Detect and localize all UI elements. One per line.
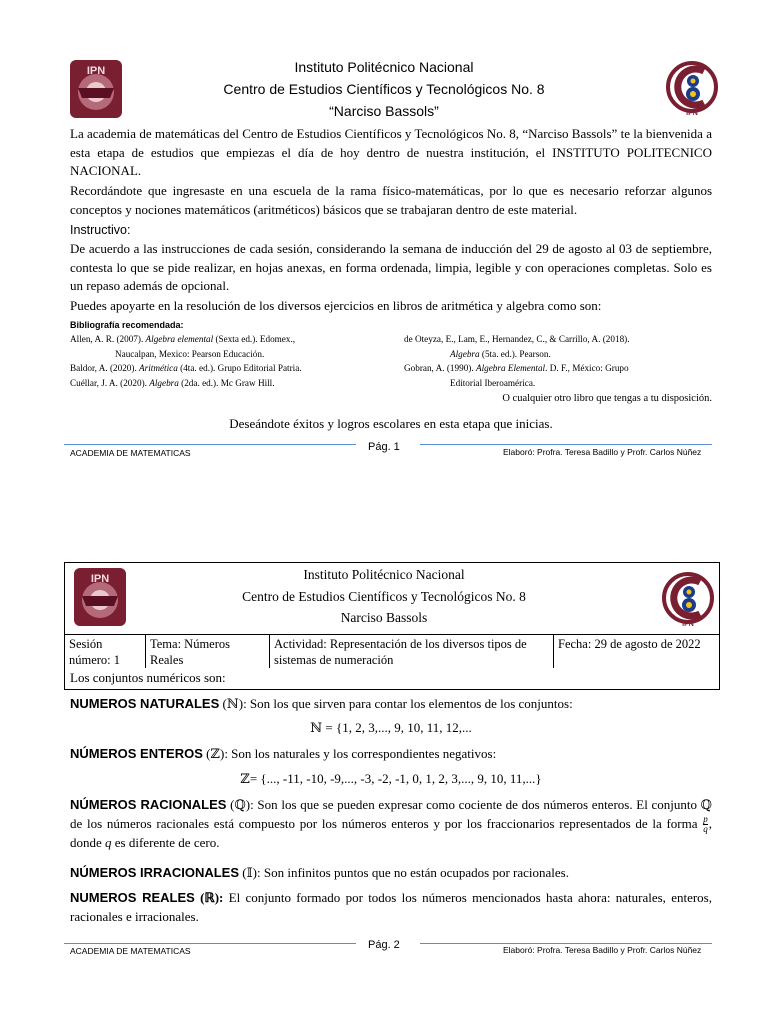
intro-paragraph-2: Recordándote que ingresaste en una escuela de la rama físico-matemáticas, por lo que es necesario reforzar algunos conceptos y nociones matemáticos (aritméticos) básicos que se trabajaran dentro de este material.: [70, 183, 712, 217]
cecyt-logo-text: IPN: [686, 110, 698, 117]
ref-oteyza: de Oteyza, E., Lam, E., Hernandez, C., & Carrillo, A. (2018).: [404, 334, 630, 344]
biblio-title: Bibliografía recomendada:: [70, 320, 184, 330]
footer-line-right-2: [420, 943, 712, 944]
footer-authors: Elaboró: Profra. Teresa Badillo y Profr. Carlos Núñez: [503, 447, 702, 457]
instructivo-text: De acuerdo a las instrucciones de cada sesión, considerando la semana de inducción del 29 de agosto al 03 de septiembre, contesta lo que se pide realizar, en hojas anexas, en forma ordenada, limpia, legible y con operaciones completas. Solo es un repaso además de opcional.: [70, 241, 712, 293]
footer-line-right: [420, 444, 712, 445]
fraction-p-q: $\frac{p}{q}$: [703, 814, 708, 835]
page-1: [0, 0, 768, 470]
footer-academia: ACADEMIA DE MATEMATICAS: [70, 448, 191, 458]
biblio-right: [404, 332, 712, 407]
institution-name: Instituto Politécnico Nacional: [294, 59, 474, 75]
ref-allen: Allen, A. R. (2007). Algebra elemental (Sexta ed.). Edomex.,: [70, 334, 296, 344]
page-number: Pág. 1: [368, 441, 400, 453]
institution-name-2: Instituto Politécnico Nacional: [303, 567, 465, 582]
conjuntos-text: Los conjuntos numéricos son:: [70, 670, 226, 685]
page-2: [0, 540, 768, 1020]
ref-oteyza-cont: Algebra (5ta. ed.). Pearson.: [450, 348, 551, 359]
ipn-logo-text: IPN: [86, 65, 106, 77]
center-name: Centro de Estudios Científicos y Tecnológicos No. 8: [223, 81, 545, 97]
center-name-2: Centro de Estudios Científicos y Tecnológicos No. 8: [242, 588, 526, 604]
apoyo-text: Puedes apoyarte en la resolución de los diversos ejercicios en libros de aritmética y algebra como son:: [70, 298, 602, 313]
ref-gobran: Gobran, A. (1990). Algebra Elemental. D. F., México: Grupo: [404, 363, 629, 373]
racionales-paragraph: NÚMEROS RACIONALES (ℚ): Son los que se pueden expresar como cociente de dos números enteros. El conjunto ℚ de los números racionales está compuesto por los números enteros y por los fraccionarios representados de la forma $\frac{p}{q}$ , donde q es diferente de cero.: [70, 797, 713, 851]
deseo-text: Deseándote éxitos y logros escolares en esta etapa que inicias.: [229, 416, 553, 431]
tema-cell: Tema: Números Reales: [150, 637, 231, 667]
enteros-set: ℤ= {..., -11, -10, -9,..., -3, -2, -1, 0, 1, 2, 3,..., 9, 10, 11,...}: [240, 771, 542, 786]
sesion-cell: Sesión número: 1: [69, 637, 121, 667]
svg-text:IPN: IPN: [90, 573, 110, 585]
naturales-paragraph: NUMEROS NATURALES (ℕ): Son los que sirven para contar los elementos de los conjuntos:: [70, 696, 573, 711]
other-book-text: O cualquier otro libro que tengas a tu disposición.: [502, 393, 712, 404]
footer-authors-2: Elaboró: Profra. Teresa Badillo y Profr. Carlos Núñez: [503, 945, 702, 955]
instructivo-title: Instructivo:: [70, 223, 131, 237]
ref-gobran-cont: Editorial Iberoamérica.: [450, 377, 536, 388]
reales-paragraph: NUMEROS REALES (ℝ): El conjunto formado por todos los números mencionados hasta ahora: naturales, enteros, racionales e irracionales.: [70, 890, 712, 924]
enteros-paragraph: NÚMEROS ENTEROS (ℤ): Son los naturales y los correspondientes negativos:: [70, 746, 497, 761]
naturales-set: ℕ = {1, 2, 3,..., 9, 10, 11, 12,...: [310, 720, 472, 735]
school-name: “Narciso Bassols”: [329, 103, 439, 119]
page2-header: [0, 564, 768, 629]
page1-header: [0, 56, 768, 122]
school-name-2: Narciso Bassols: [340, 610, 428, 625]
biblio-left: [70, 332, 380, 390]
ref-allen-cont: Naucalpan, Mexico: Pearson Educación.: [115, 348, 265, 359]
ref-baldor: Baldor, A. (2020). Aritmética (4ta. ed.). Grupo Editorial Patria.: [70, 363, 302, 373]
footer-line-left-2: [64, 943, 356, 944]
page-number-2: Pág. 2: [368, 939, 400, 951]
footer-line-left: [64, 444, 356, 445]
ref-cuellar: Cuéllar, J. A. (2020). Algebra (2da. ed.). Mc Graw Hill.: [70, 377, 275, 388]
svg-text:IPN: IPN: [682, 621, 694, 628]
fecha-cell: Fecha: 29 de agosto de 2022: [558, 637, 701, 651]
actividad-cell: Actividad: Representación de los diversos tipos de sistemas de numeración: [274, 637, 527, 667]
footer-academia-2: ACADEMIA DE MATEMATICAS: [70, 946, 191, 956]
intro-paragraph-1: La academia de matemáticas del Centro de Estudios Científicos y Tecnológicos No. 8, “Narciso Bassols” te la bienvenida a esta etapa de estudios que empiezas el día de hoy dentro de nuestra institución, el INSTITUTO POLITECNICO NACIONAL.: [70, 126, 712, 178]
irracionales-paragraph: NÚMEROS IRRACIONALES (𝕀): Son infinitos puntos que no están ocupados por racionales.: [70, 865, 569, 880]
